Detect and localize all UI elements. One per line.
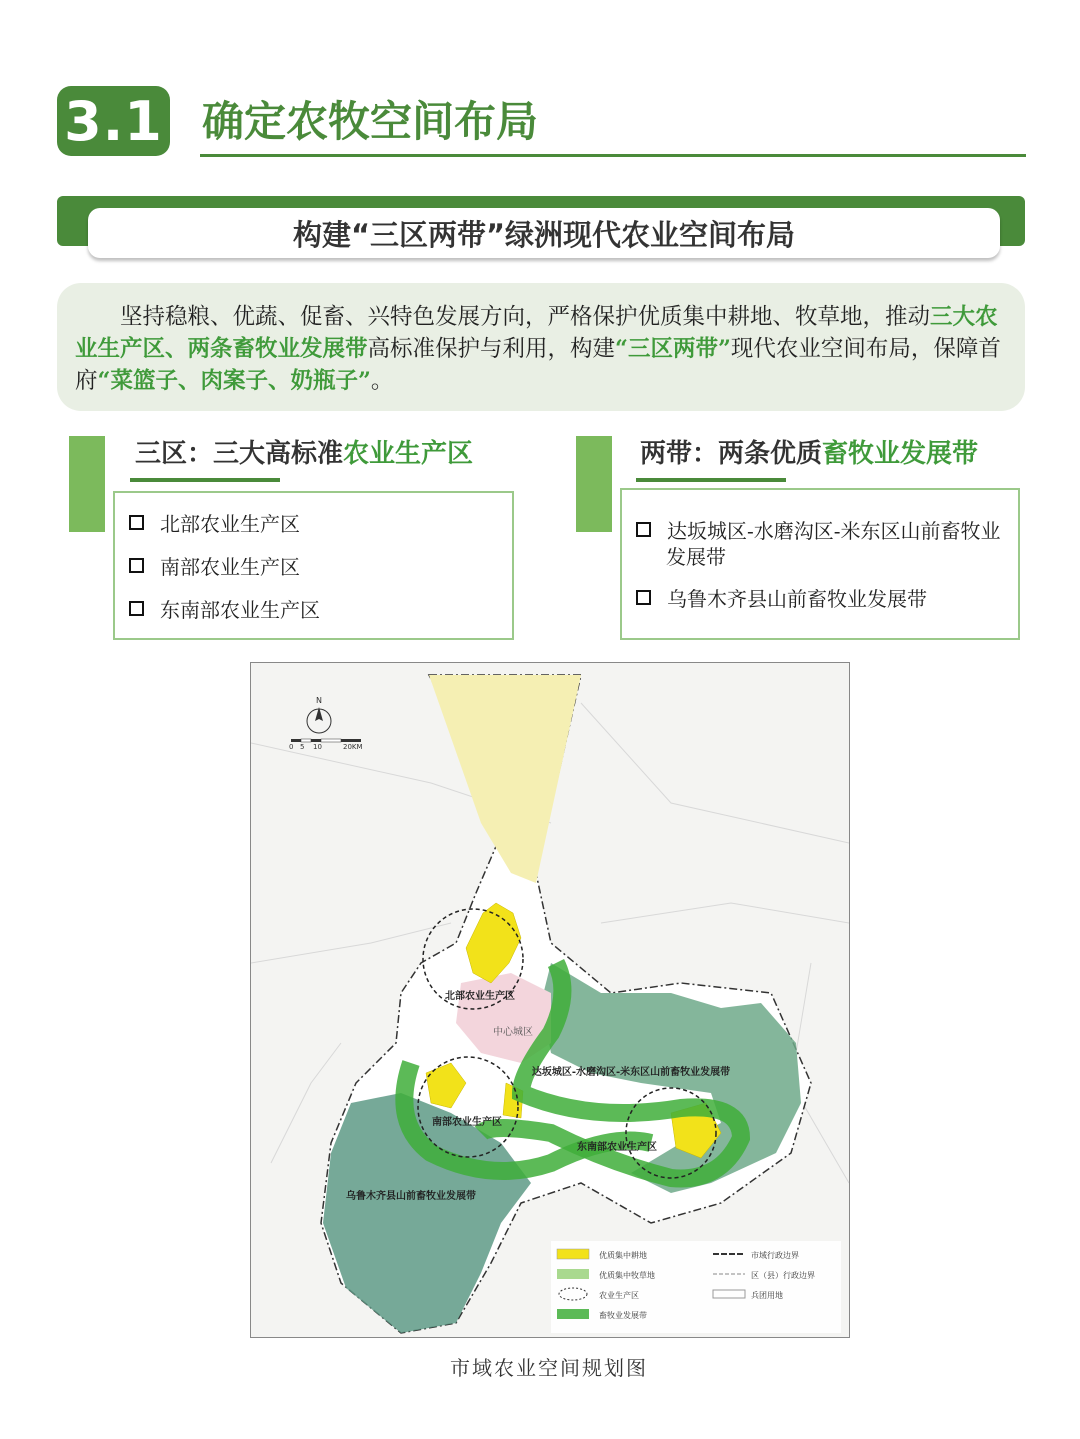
intro-box (57, 283, 1025, 411)
legend-label: 优质集中牧草地 (599, 1271, 655, 1280)
svg-text:20KM: 20KM (343, 743, 363, 751)
belts-heading (640, 434, 978, 474)
belts-heading-underline (636, 478, 786, 482)
scale-bar (289, 739, 363, 751)
belts-heading-prefix: 两带：两条优质 (640, 439, 823, 469)
list-item: 达坂城区-水磨沟区-米东区山前畜牧业发展带 (636, 518, 1006, 570)
zones-heading-prefix: 三区：三大高标准 (135, 439, 344, 469)
banner-title: 构建“三区两带”绿洲现代农业空间布局 (88, 208, 1000, 258)
legend-label: 市域行政边界 (751, 1251, 799, 1260)
checkbox-icon (129, 558, 144, 573)
map-legend (551, 1241, 841, 1333)
checkbox-icon (129, 601, 144, 616)
belts-card (620, 488, 1020, 640)
intro-paragraph (75, 301, 1015, 397)
legend-label: 畜牧业发展带 (599, 1311, 647, 1320)
svg-text:N: N (316, 696, 322, 705)
intro-text-3: 现代农业空间布局，保障首府 (75, 336, 1001, 394)
intro-highlight-1: 三大农业生产区、两条畜牧业发展带 (75, 304, 998, 362)
map-label-southeast-zone: 东南部农业生产区 (577, 1142, 657, 1153)
svg-text:5: 5 (300, 743, 305, 751)
zones-card (113, 491, 514, 640)
legend-label: 农业生产区 (599, 1291, 639, 1300)
legend-label: 区（县）行政边界 (751, 1271, 815, 1280)
map-label-south-zone: 南部农业生产区 (432, 1117, 502, 1128)
svg-text:10: 10 (313, 743, 322, 751)
list-item: 南部农业生产区 (129, 554, 300, 580)
legend-swatch-farmland (557, 1249, 589, 1259)
compass-icon (307, 696, 331, 733)
belts-accent-bar (576, 436, 612, 532)
intro-highlight-3: “菜篮子、肉案子、奶瓶子” (97, 368, 371, 394)
svg-text:0: 0 (289, 743, 294, 751)
map-label-north-zone: 北部农业生产区 (445, 991, 515, 1002)
section-number-badge: 3.1 (57, 86, 170, 156)
checkbox-icon (129, 515, 144, 530)
intro-text-1: 坚持稳粮、优蔬、促畜、兴特色发展方向，严格保护优质集中耕地、牧草地，推动 (120, 304, 931, 330)
legend-label: 优质集中耕地 (599, 1251, 647, 1260)
planning-map (250, 662, 850, 1338)
zones-heading (135, 434, 473, 474)
zones-accent-bar (69, 436, 105, 532)
legend-swatch-pasture (557, 1269, 589, 1279)
legend-label: 兵团用地 (751, 1291, 783, 1300)
map-label-belt-west: 乌鲁木齐县山前畜牧业发展带 (346, 1191, 476, 1202)
intro-text-2: 高标准保护与利用，构建 (367, 336, 616, 362)
zones-heading-highlight: 农业生产区 (343, 439, 474, 469)
legend-swatch-belt (557, 1309, 589, 1319)
list-item: 东南部农业生产区 (129, 597, 320, 623)
section-title: 确定农牧空间布局 (202, 97, 539, 146)
list-item: 乌鲁木齐县山前畜牧业发展带 (636, 586, 927, 612)
intro-highlight-2: “三区两带” (615, 336, 731, 362)
section-title-underline (200, 154, 1026, 157)
checkbox-icon (636, 522, 651, 537)
zones-heading-underline (130, 478, 280, 482)
intro-text-4: 。 (370, 368, 394, 394)
belts-heading-highlight: 畜牧业发展带 (822, 439, 979, 469)
checkbox-icon (636, 590, 651, 605)
map-label-center-city: 中心城区 (493, 1027, 533, 1038)
map-label-belt-east: 达坂城区-水磨沟区-米东区山前畜牧业发展带 (531, 1067, 731, 1078)
northern-pasture-wedge (429, 675, 581, 883)
list-item: 北部农业生产区 (129, 511, 300, 537)
map-caption: 市域农业空间规划图 (450, 1356, 648, 1380)
map-graphic (251, 663, 849, 1337)
